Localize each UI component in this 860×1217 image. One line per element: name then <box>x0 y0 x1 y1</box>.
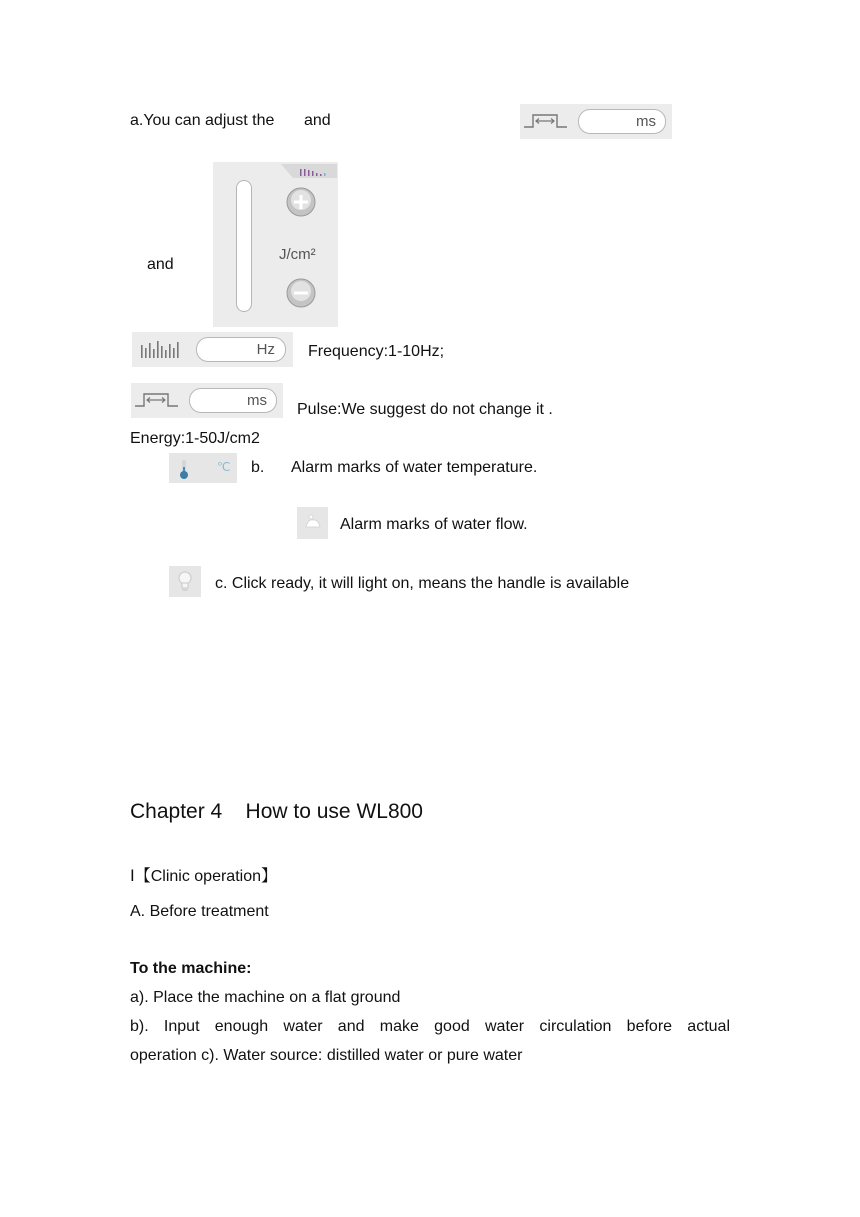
intro-line-a: a.You can adjust the <box>130 112 275 129</box>
pulse-value-field-top[interactable] <box>578 109 666 134</box>
energy-widget <box>213 162 338 327</box>
section-heading: Ⅰ【Clinic operation】 <box>130 868 278 885</box>
minus-icon[interactable] <box>285 277 317 309</box>
ready-button[interactable] <box>169 566 201 597</box>
frequency-value-field[interactable] <box>196 337 286 362</box>
frequency-widget <box>132 332 293 367</box>
intro-and-1: and <box>304 112 331 129</box>
pulse-unit-label: ms <box>636 113 656 130</box>
instruction-b-line-2: operation c). Water source: distilled water or pure water <box>130 1047 523 1064</box>
pulse-value-field[interactable] <box>189 388 277 413</box>
water-temperature-alarm-text: Alarm marks of water temperature. <box>291 459 538 476</box>
celsius-unit-label: ℃ <box>217 460 231 474</box>
machine-heading: To the machine: <box>130 960 252 977</box>
energy-text: Energy:1-50J/cm2 <box>130 430 260 447</box>
water-temperature-alarm <box>169 453 237 483</box>
intro-and-2: and <box>147 256 174 273</box>
ready-text: c. Click ready, it will light on, means the handle is available <box>215 575 630 592</box>
instruction-a: a). Place the machine on a flat ground <box>130 989 401 1006</box>
energy-level-indicator-icon <box>281 164 337 178</box>
frequency-text: Frequency:1-10Hz; <box>308 343 445 360</box>
pulse-text: Pulse:We suggest do not change it . <box>297 401 553 418</box>
thermometer-icon <box>177 458 191 480</box>
energy-unit-label: J/cm² <box>279 246 316 263</box>
pulse-widget <box>131 383 283 418</box>
water-flow-icon <box>303 513 323 531</box>
frequency-bars-icon <box>140 339 184 359</box>
plus-icon[interactable] <box>285 186 317 218</box>
item-b-marker: b. <box>251 459 265 476</box>
subsection-heading: A. Before treatment <box>130 903 269 920</box>
water-flow-alarm-text: Alarm marks of water flow. <box>340 516 528 533</box>
pulse-unit-label: ms <box>247 392 267 409</box>
lightbulb-icon <box>177 571 193 592</box>
instruction-b-line-1: b). Input enough water and make good water circulation before actual <box>130 1018 730 1035</box>
chapter-title: Chapter 4 How to use WL800 <box>130 800 423 823</box>
frequency-unit-label: Hz <box>256 341 275 358</box>
energy-slider-track[interactable] <box>236 180 252 312</box>
pulse-width-icon <box>523 111 569 131</box>
water-flow-alarm <box>297 507 328 539</box>
pulse-widget-top <box>520 104 672 139</box>
pulse-width-icon <box>134 390 180 410</box>
